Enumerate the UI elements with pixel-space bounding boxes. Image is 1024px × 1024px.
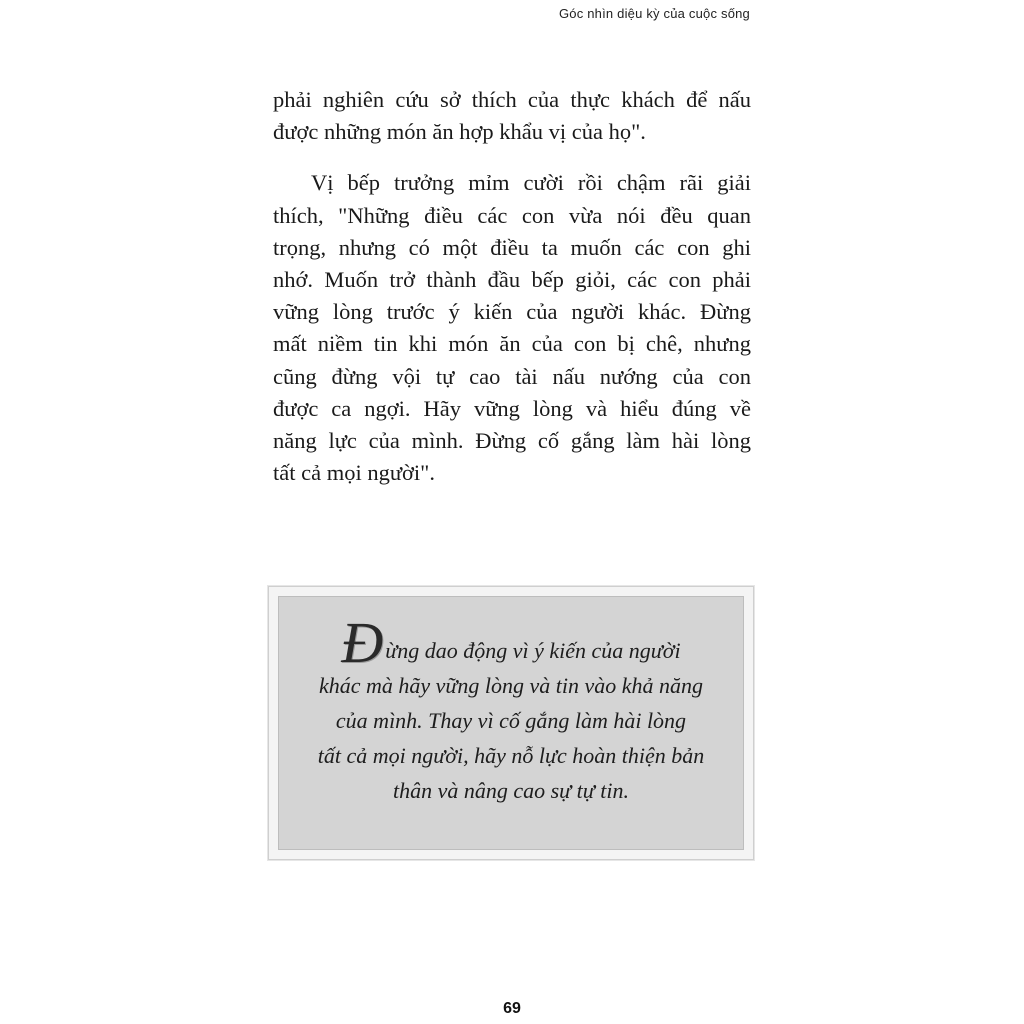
text-line: trọng, nhưng có một điều ta muốn các con ghi: [273, 234, 751, 260]
quote-first-line: ừng dao động vì ý kiến của người: [385, 638, 681, 663]
text-line: được những món ăn hợp khẩu vị của họ".: [273, 119, 646, 145]
quote-box-inner: [278, 596, 744, 850]
text-line: phải nghiên cứu sở thích của thực khách để nấu: [273, 87, 751, 112]
quote-line: khác mà hãy vững lòng và tin vào khả năng: [318, 673, 704, 698]
quote-line: [279, 610, 743, 675]
quote-box: [268, 586, 754, 860]
text-line: vững lòng trước ý kiến của người khác. Đừng: [273, 299, 751, 325]
body-text: [273, 84, 751, 489]
quote-line: tất cả mọi người, hãy nỗ lực hoàn thiện bản: [317, 743, 705, 768]
text-line: thích, "Những điều các con vừa nói đều quan: [273, 202, 751, 228]
text-line: được ca ngợi. Hãy vững lòng và hiểu đúng về: [273, 395, 751, 421]
text-line: Vị bếp trưởng mỉm cười rồi chậm rãi giải: [311, 170, 751, 196]
drop-cap: Đ: [341, 610, 384, 675]
text-line: nhớ. Muốn trở thành đầu bếp giỏi, các con phải: [273, 267, 751, 293]
text-line: mất niềm tin khi món ăn của con bị chê, nhưng: [273, 331, 751, 357]
page-number: 69: [503, 1000, 521, 1017]
running-header: Góc nhìn diệu kỳ của cuộc sống: [558, 6, 750, 21]
text-line: cũng đừng vội tự cao tài nấu nướng của con: [273, 363, 751, 389]
text-line: năng lực của mình. Đừng cố gắng làm hài lòng: [273, 428, 751, 454]
quote-line: thân và nâng cao sự tự tin.: [392, 778, 630, 803]
quote-line: của mình. Thay vì cố gắng làm hài lòng: [335, 708, 687, 733]
quote-text: [279, 610, 743, 808]
text-line: tất cả mọi người".: [273, 460, 435, 486]
